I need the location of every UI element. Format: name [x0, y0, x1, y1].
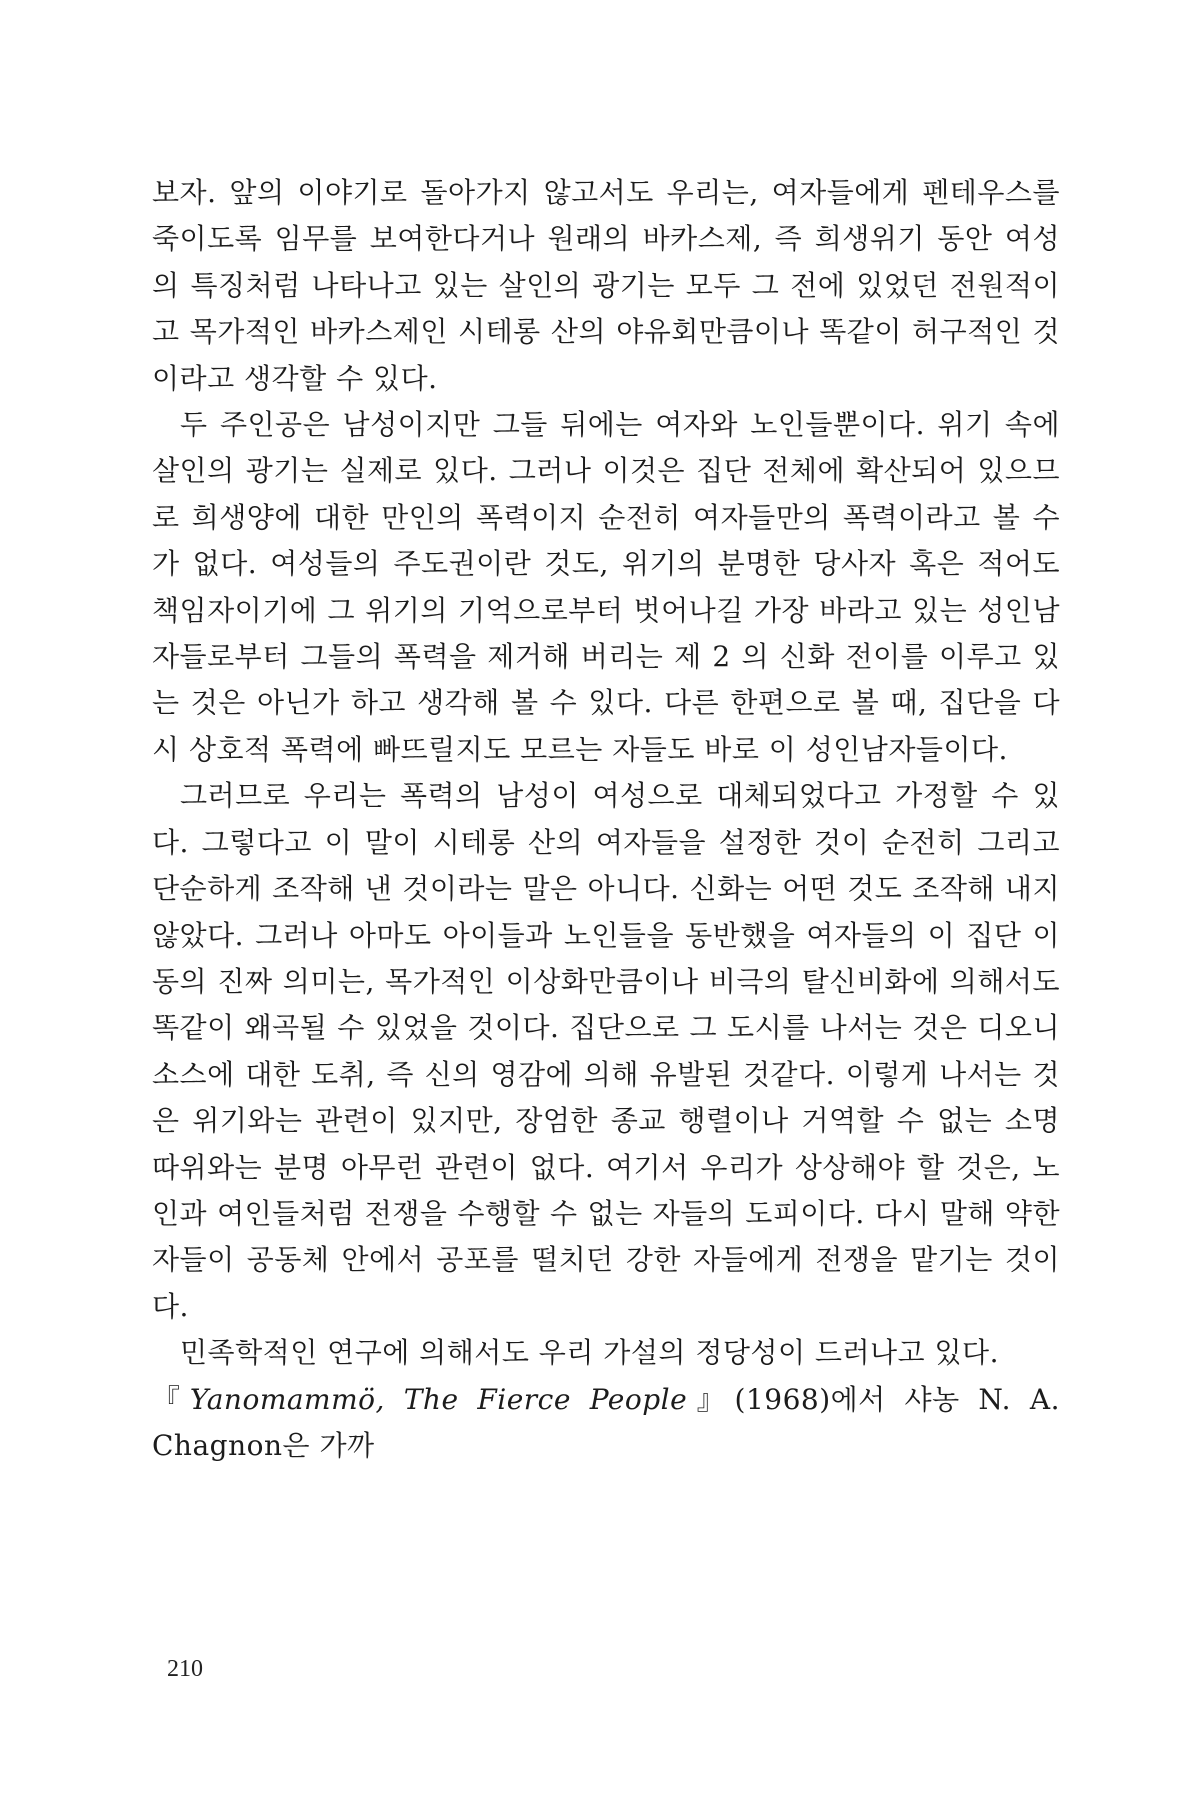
paragraph-3: 그러므로 우리는 폭력의 남성이 여성으로 대체되었다고 가정할 수 있다. 그렇다고 이 말이 시테롱 산의 여자들을 설정한 것이 순전히 그리고 단순하게 조작해 낸 것이라는 말은 아니다. 신화는 어떤 것도 조작해 내지 않았다. 그러나 아마도 아이들과 노인들을 동반했을 여자들의 이 집단 이동의 진짜 의미는, 목가적인 이상화만큼이나 비극의 탈신비화에 의해서도 똑같이 왜곡될 수 있었을 것이다. 집단으로 그 도시를 나서는 것은 디오니소스에 대한 도취, 즉 신의 영감에 의해 유발된 것같다. 이렇게 나서는 것은 위기와는 관련이 있지만, 장엄한 종교 행렬이나 거역할 수 없는 소명 따위와는 분명 아무런 관련이 없다. 여기서 우리가 상상해야 할 것은, 노인과 여인들처럼 전쟁을 수행할 수 없는 자들의 도피이다. 다시 말해 약한 자들이 공동체 안에서 공포를 떨치던 강한 자들에게 전쟁을 맡기는 것이다.	[152, 779, 1060, 1323]
paragraph-1: 보자. 앞의 이야기로 돌아가지 않고서도 우리는, 여자들에게 펜테우스를 죽이도록 임무를 보여한다거나 원래의 바카스제, 즉 희생위기 동안 여성의 특징처럼 나타나고 있는 살인의 광기는 모두 그 전에 있었던 전원적이고 목가적인 바카스제인 시테롱 산의 야유회만큼이나 똑같이 허구적인 것이라고 생각할 수 있다.	[152, 176, 1060, 395]
book-title-close-bracket: 』	[687, 1382, 735, 1416]
paragraph-4-text: 민족학적인 연구에 의해서도 우리 가설의 정당성이 드러나고 있다.	[180, 1336, 1000, 1370]
paragraph-2: 두 주인공은 남성이지만 그들 뒤에는 여자와 노인들뿐이다. 위기 속에 살인의 광기는 실제로 있다. 그러나 이것은 집단 전체에 확산되어 있으므로 희생양에 대한 만인의 폭력이지 순전히 여자들만의 폭력이라고 볼 수가 없다. 여성들의 주도권이란 것도, 위기의 분명한 당사자 혹은 적어도 책임자이기에 그 위기의 기억으로부터 벗어나길 가장 바라고 있는 성인남자들로부터 그들의 폭력을 제거해 버리는 제 2 의 신화 전이를 이루고 있는 것은 아닌가 하고 생각해 볼 수 있다. 다른 한편으로 볼 때, 집단을 다시 상호적 폭력에 빠뜨릴지도 모르는 자들도 바로 이 성인남자들이다.	[152, 408, 1060, 766]
book-title-open-bracket: 『	[152, 1382, 190, 1416]
body-text	[152, 170, 1060, 1469]
paragraph-4-tail: (1968)에서 샤농 N. A. Chagnon은 가까	[152, 1382, 1060, 1462]
page-number: 210	[167, 1656, 203, 1682]
paragraph-4	[152, 1330, 1060, 1469]
book-title: Yanomammö, The Fierce People	[189, 1382, 688, 1416]
